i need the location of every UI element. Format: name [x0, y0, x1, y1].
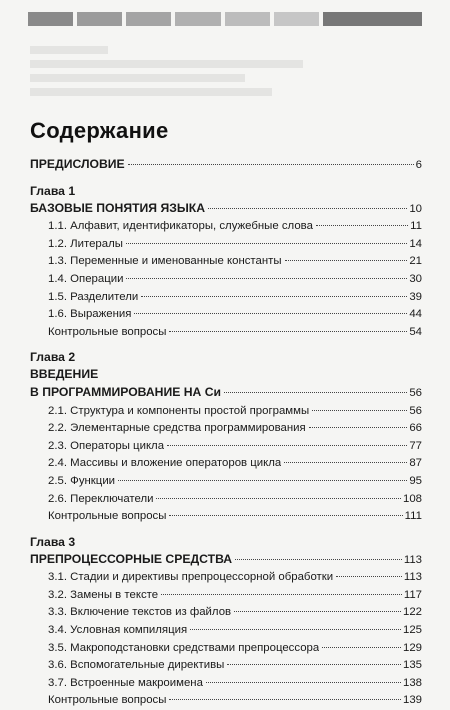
dot-leader	[141, 296, 407, 297]
dot-leader	[167, 445, 407, 446]
toc-entry-label: 2.5. Функции	[48, 474, 116, 487]
dot-leader	[161, 594, 402, 595]
dot-leader	[169, 699, 401, 700]
dot-leader	[309, 427, 408, 428]
toc-page-number: 108	[402, 492, 422, 505]
toc-entry-label: 3.4. Условная компиляция	[48, 624, 188, 637]
chapter-list	[30, 183, 422, 710]
dot-leader	[284, 462, 407, 463]
toc-entry-subsection[interactable]	[30, 218, 422, 236]
toc-page-number: 95	[409, 474, 422, 487]
header-decoration-bar	[28, 12, 422, 26]
toc-entry-label: 1.3. Переменные и именованные константы	[48, 255, 282, 268]
bleed-through-text	[30, 40, 420, 110]
header-bar-segment	[77, 12, 122, 26]
dot-leader	[128, 164, 414, 165]
toc-entry-label: 2.4. Массивы и вложение операторов цикла	[48, 457, 282, 470]
toc-page-number: 135	[402, 659, 422, 672]
toc-page-number: 129	[402, 641, 422, 654]
toc-entry-subsection[interactable]	[30, 253, 422, 271]
toc-entry-review-questions[interactable]	[30, 692, 422, 710]
dot-leader	[126, 243, 407, 244]
toc-entry-label: Контрольные вопросы	[48, 325, 167, 338]
toc-page-number: 21	[409, 255, 422, 268]
toc-page-number: 138	[402, 676, 422, 689]
toc-page-number: 113	[403, 553, 422, 566]
toc-entry-chapter-title[interactable]	[30, 200, 422, 219]
toc-page-number: 6	[415, 159, 422, 171]
dot-leader	[169, 331, 407, 332]
toc-entry-subsection[interactable]	[30, 587, 422, 605]
toc-page-number: 30	[409, 272, 422, 285]
toc-entry-label: 3.1. Стадии и директивы препроцессорной обработки	[48, 571, 334, 584]
dot-leader	[208, 208, 407, 209]
dot-leader	[134, 313, 407, 314]
toc-entry-label: 2.1. Структура и компоненты простой программы	[48, 404, 310, 417]
toc-page-number: 125	[402, 624, 422, 637]
toc-entry-review-questions[interactable]	[30, 508, 422, 526]
toc-entry-label: 3.3. Включение текстов из файлов	[48, 606, 232, 619]
toc-entry-label: ПРЕПРОЦЕССОРНЫЕ СРЕДСТВА	[30, 551, 233, 566]
toc-entry-label: 3.6. Вспомогательные директивы	[48, 659, 225, 672]
toc-entry-subsection[interactable]	[30, 640, 422, 658]
toc-entry-subsection[interactable]	[30, 604, 422, 622]
toc-entry-label: БАЗОВЫЕ ПОНЯТИЯ ЯЗЫКА	[30, 200, 206, 215]
dot-leader	[322, 647, 401, 648]
toc-page-number: 122	[402, 606, 422, 619]
toc-entry-label: 2.3. Операторы цикла	[48, 439, 165, 452]
toc-entry-subsection[interactable]	[30, 622, 422, 640]
chapter-label: Глава 2	[30, 350, 76, 365]
toc-entry-chapter-title[interactable]	[30, 384, 422, 403]
toc-entry-chapter-title[interactable]	[30, 551, 422, 570]
page-title: Содержание	[30, 118, 169, 143]
toc-entry-label: 3.2. Замены в тексте	[48, 588, 159, 601]
dot-leader	[316, 225, 408, 226]
toc-entry-review-questions[interactable]	[30, 324, 422, 342]
toc-entry-label: В ПРОГРАММИРОВАНИЕ НА Си	[30, 384, 222, 399]
dot-leader	[235, 559, 402, 560]
dot-leader	[234, 611, 401, 612]
toc-entry-subsection[interactable]	[30, 569, 422, 587]
dot-leader	[156, 498, 401, 499]
toc-entry-label: 3.7. Встроенные макроимена	[48, 676, 203, 689]
toc-page-number: 10	[409, 202, 422, 215]
toc-entry-subsection[interactable]	[30, 420, 422, 438]
dot-leader	[336, 576, 402, 577]
dot-leader	[224, 392, 407, 393]
toc-page-number: 66	[409, 422, 422, 435]
toc-page-number: 87	[409, 457, 422, 470]
toc-entry-label: 1.4. Операции	[48, 272, 124, 285]
header-bar-segment	[323, 12, 422, 26]
toc-entry-label: 3.5. Макроподстановки средствами препроцессора	[48, 641, 320, 654]
toc-entry-preface[interactable]	[30, 156, 422, 175]
chapter-block	[30, 534, 422, 710]
toc-entry-subsection[interactable]	[30, 289, 422, 307]
toc-entry-label: 1.5. Разделители	[48, 290, 139, 303]
toc-entry-label: 1.1. Алфавит, идентификаторы, служебные слова	[48, 220, 313, 233]
toc-page-number: 39	[409, 290, 422, 303]
toc-entry-subsection[interactable]	[30, 306, 422, 324]
dot-leader	[126, 278, 407, 279]
dot-leader	[169, 515, 402, 516]
chapter-heading-line: ВВЕДЕНИЕ	[30, 367, 99, 382]
toc-entry-subsection[interactable]	[30, 271, 422, 289]
header-bar-segment	[225, 12, 270, 26]
dot-leader	[118, 480, 407, 481]
toc-page-number: 77	[409, 439, 422, 452]
toc-entry-subsection[interactable]	[30, 473, 422, 491]
header-bar-segment	[126, 12, 171, 26]
header-bar-segment	[175, 12, 220, 26]
toc-entry-subsection[interactable]	[30, 657, 422, 675]
toc-page-number: 139	[402, 694, 422, 707]
dot-leader	[312, 410, 407, 411]
toc-page-number: 113	[403, 571, 422, 584]
toc-entry-label: 1.2. Литералы	[48, 237, 123, 250]
toc-entry-label: 2.6. Переключатели	[48, 492, 154, 505]
toc-page-number: 11	[410, 220, 422, 233]
dot-leader	[190, 629, 401, 630]
toc-page-number: 111	[404, 510, 422, 523]
toc-entry-label: 2.2. Элементарные средства программирования	[48, 422, 306, 435]
table-of-contents	[30, 118, 422, 710]
header-bar-segment	[28, 12, 73, 26]
toc-entry-label: Контрольные вопросы	[48, 510, 167, 523]
toc-page-number: 14	[409, 237, 422, 250]
header-bar-segment	[274, 12, 319, 26]
toc-page-number: 56	[409, 404, 422, 417]
toc-entry-subsection[interactable]	[30, 236, 422, 254]
chapter-label: Глава 1	[30, 183, 76, 198]
toc-entry-subsection[interactable]	[30, 455, 422, 473]
toc-entry-label: Контрольные вопросы	[48, 694, 167, 707]
toc-page-number: 44	[409, 308, 422, 321]
chapter-label: Глава 3	[30, 534, 76, 549]
toc-page-number: 54	[409, 325, 422, 338]
toc-page-number: 117	[403, 588, 422, 601]
toc-entry-label: 1.6. Выражения	[48, 308, 132, 321]
dot-leader	[227, 664, 401, 665]
toc-page-number: 56	[409, 386, 422, 399]
dot-leader	[206, 682, 401, 683]
toc-entry-subsection[interactable]	[30, 403, 422, 421]
toc-entry-subsection[interactable]	[30, 438, 422, 456]
toc-entry-subsection[interactable]	[30, 491, 422, 509]
chapter-block	[30, 349, 422, 525]
toc-entry-label: ПРЕДИСЛОВИЕ	[30, 157, 125, 171]
chapter-block	[30, 183, 422, 342]
dot-leader	[285, 260, 408, 261]
